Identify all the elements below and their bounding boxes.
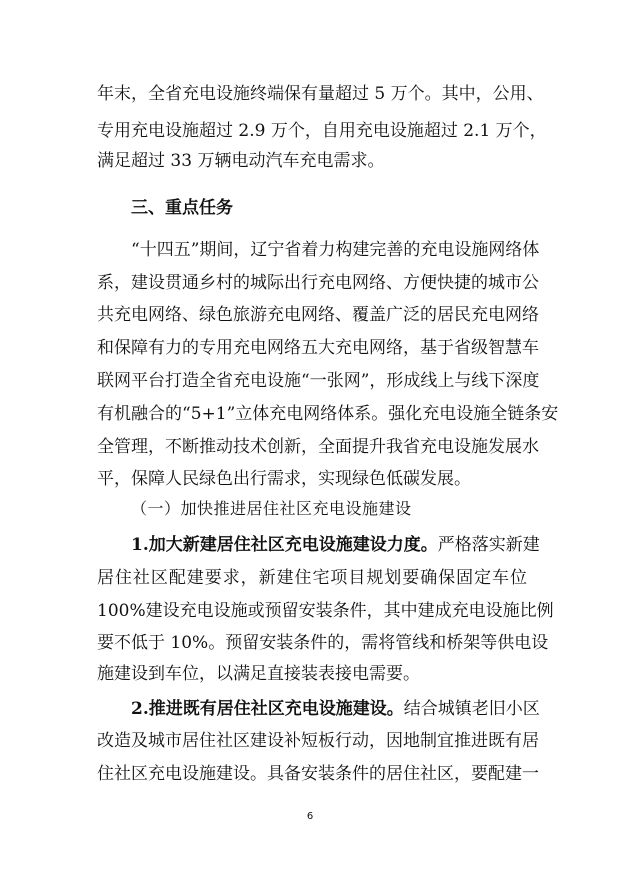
item-2-lead: 2.推进既有居住社区充电设施建设。 — [131, 699, 404, 719]
item-2-line-3: 住社区充电设施建设。具备安装条件的居住社区，要配建一 — [97, 764, 539, 784]
item-1-lead: 1.加大新建居住社区充电设施建设力度。 — [131, 535, 438, 555]
paragraph-2-line-7: 全管理，不断推动技术创新，全面提升我省充电设施发展水 — [97, 437, 539, 457]
paragraph-2-line-8: 平，保障人民绿色出行需求，实现绿色低碳发展。 — [97, 469, 471, 489]
paragraph-2-line-2: 系，建设贯通乡村的城际出行充电网络、方便快捷的城市公 — [97, 273, 539, 293]
item-1-first-line-rest: 严格落实新建 — [437, 535, 540, 555]
item-1-line-5: 施建设到车位，以满足直接装表接电需要。 — [97, 664, 420, 684]
item-2-line-1 — [131, 699, 540, 719]
item-1-line-3: 100%建设充电设施或预留安装条件，其中建成充电设施比例 — [97, 601, 554, 621]
page-number: 6 — [306, 811, 314, 822]
paragraph-2-line-1: “十四五”期间，辽宁省着力构建完善的充电设施网络体 — [131, 240, 540, 260]
item-1-line-4: 要不低于 10%。预留安装条件的，需将管线和桥架等供电设 — [97, 633, 549, 653]
paragraph-1-line-1: 年末，全省充电设施终端保有量超过 5 万个。其中，公用、 — [97, 84, 544, 104]
subsection-heading: （一）加快推进居住社区充电设施建设 — [131, 499, 412, 518]
item-2-first-line-rest: 结合城镇老旧小区 — [403, 699, 540, 719]
paragraph-2-line-5: 联网平台打造全省充电设施“一张网”，形成线上与线下深度 — [97, 371, 540, 391]
item-1-line-2: 居住社区配建要求，新建住宅项目规划要确保固定车位 — [97, 568, 527, 588]
paragraph-2-line-4: 和保障有力的专用充电网络五大充电网络，基于省级智慧车 — [97, 338, 539, 358]
section-heading: 三、重点任务 — [131, 198, 233, 218]
item-1-line-1 — [131, 535, 540, 555]
item-2-line-2: 改造及城市居住社区建设补短板行动，因地制宜推进既有居 — [97, 731, 539, 751]
paragraph-2-line-6: 有机融合的“5+1”立体充电网络体系。强化充电设施全链条安 — [97, 404, 559, 424]
paragraph-1-line-2: 专用充电设施超过 2.9 万个，自用充电设施超过 2.1 万个， — [97, 121, 547, 141]
paragraph-1-line-3: 满足超过 33 万辆电动汽车充电需求。 — [97, 151, 385, 171]
paragraph-2-line-3: 共充电网络、绿色旅游充电网络、覆盖广泛的居民充电网络 — [97, 305, 539, 325]
